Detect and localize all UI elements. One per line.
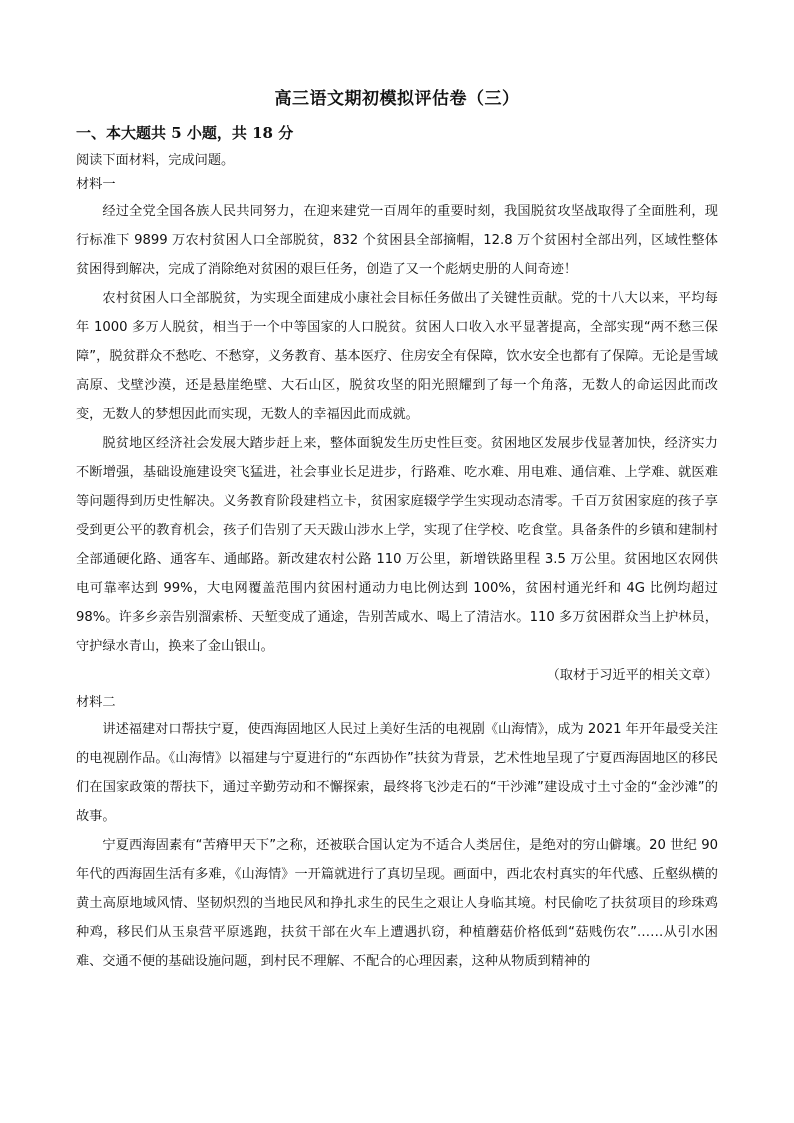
- exam-title: 高三语文期初模拟评估卷（三）: [274, 89, 520, 109]
- document-page: [76, 86, 718, 976]
- section-heading: 一、本大题共 5 小题，共 18 分: [76, 124, 294, 142]
- material-1-label: 材料一: [76, 177, 116, 192]
- material-2-paragraph-1: 讲述福建对口帮扶宁夏，使西海固地区人民过上美好生活的电视剧《山海情》，成为 2021 年开年最受关注的电视剧作品。《山海情》以福建与宁夏进行的“东西协作”扶贫为背景，艺术性地呈现了宁夏西海固地区的移民们在国家政策的帮扶下，通过辛勤劳动和不懈探索，最终将飞沙走石的“干沙滩”建设成寸土寸金的“金沙滩”的故事。: [76, 722, 718, 824]
- material-1-source: （取材于习近平的相关文章）: [546, 668, 718, 683]
- material-1-paragraph-3: 脱贫地区经济社会发展大踏步赶上来，整体面貌发生历史性巨变。贫困地区发展步伐显著加快，经济实力不断增强，基础设施建设突飞猛进，社会事业长足进步，行路难、吃水难、用电难、通信难、上学难、就医难等问题得到历史性解决。义务教育阶段建档立卡，贫困家庭辍学学生实现动态清零。千百万贫困家庭的孩子享受到更公平的教育机会，孩子们告别了天天跋山涉水上学，实现了住学校、吃食堂。具备条件的乡镇和建制村全部通硬化路、通客车、通邮路。新改建农村公路 110 万公里，新增铁路里程 3.5 万公里。贫困地区农网供电可靠率达到 99%，大电网覆盖范围内贫困村通动力电比例达到 100%，贫困村通光纤和 4G 比例均超过 98%。许多乡亲告别溜索桥、天堑变成了通途，告别苦咸水、喝上了清洁水。110 多万贫困群众当上护林员，守护绿水青山，换来了金山银山。: [76, 436, 718, 654]
- material-2-label: 材料二: [76, 695, 116, 710]
- instruction-text: 阅读下面材料，完成问题。: [76, 153, 235, 168]
- material-1-paragraph-1: 经过全党全国各族人民共同努力，在迎来建党一百周年的重要时刻，我国脱贫攻坚战取得了全面胜利，现行标准下 9899 万农村贫困人口全部脱贫，832 个贫困县全部摘帽，12.8 万个贫困村全部出列，区域性整体贫困得到解决，完成了消除绝对贫困的艰巨任务，创造了又一个彪炳史册的人间奇迹！: [76, 204, 718, 277]
- material-1-paragraph-2: 农村贫困人口全部脱贫，为实现全面建成小康社会目标任务做出了关键性贡献。党的十八大以来，平均每年 1000 多万人脱贫，相当于一个中等国家的人口脱贫。贫困人口收入水平显著提高，全部实现“两不愁三保障”，脱贫群众不愁吃、不愁穿，义务教育、基本医疗、住房安全有保障，饮水安全也都有了保障。无论是雪域高原、戈壁沙漠，还是悬崖绝壁、大石山区，脱贫攻坚的阳光照耀到了每一个角落，无数人的命运因此而改变，无数人的梦想因此而实现，无数人的幸福因此而成就。: [76, 291, 718, 422]
- material-2-paragraph-2: 宁夏西海固素有“苦瘠甲天下”之称，还被联合国认定为不适合人类居住，是绝对的穷山僻壤。20 世纪 90 年代的西海固生活有多难，《山海情》一开篇就进行了真切呈现。画面中，西北农村真实的年代感、丘壑纵横的黄土高原地域风情、坚韧炽烈的当地民风和挣扎求生的民生之艰让人身临其境。村民偷吃了扶贫项目的珍珠鸡种鸡，移民们从玉泉营平原逃跑，扶贫干部在火车上遭遇扒窃，种植蘑菇价格低到“菇贱伤农”……从引水困难、交通不便的基础设施问题，到村民不理解、不配合的心理因素，这种从物质到精神的: [76, 838, 718, 969]
